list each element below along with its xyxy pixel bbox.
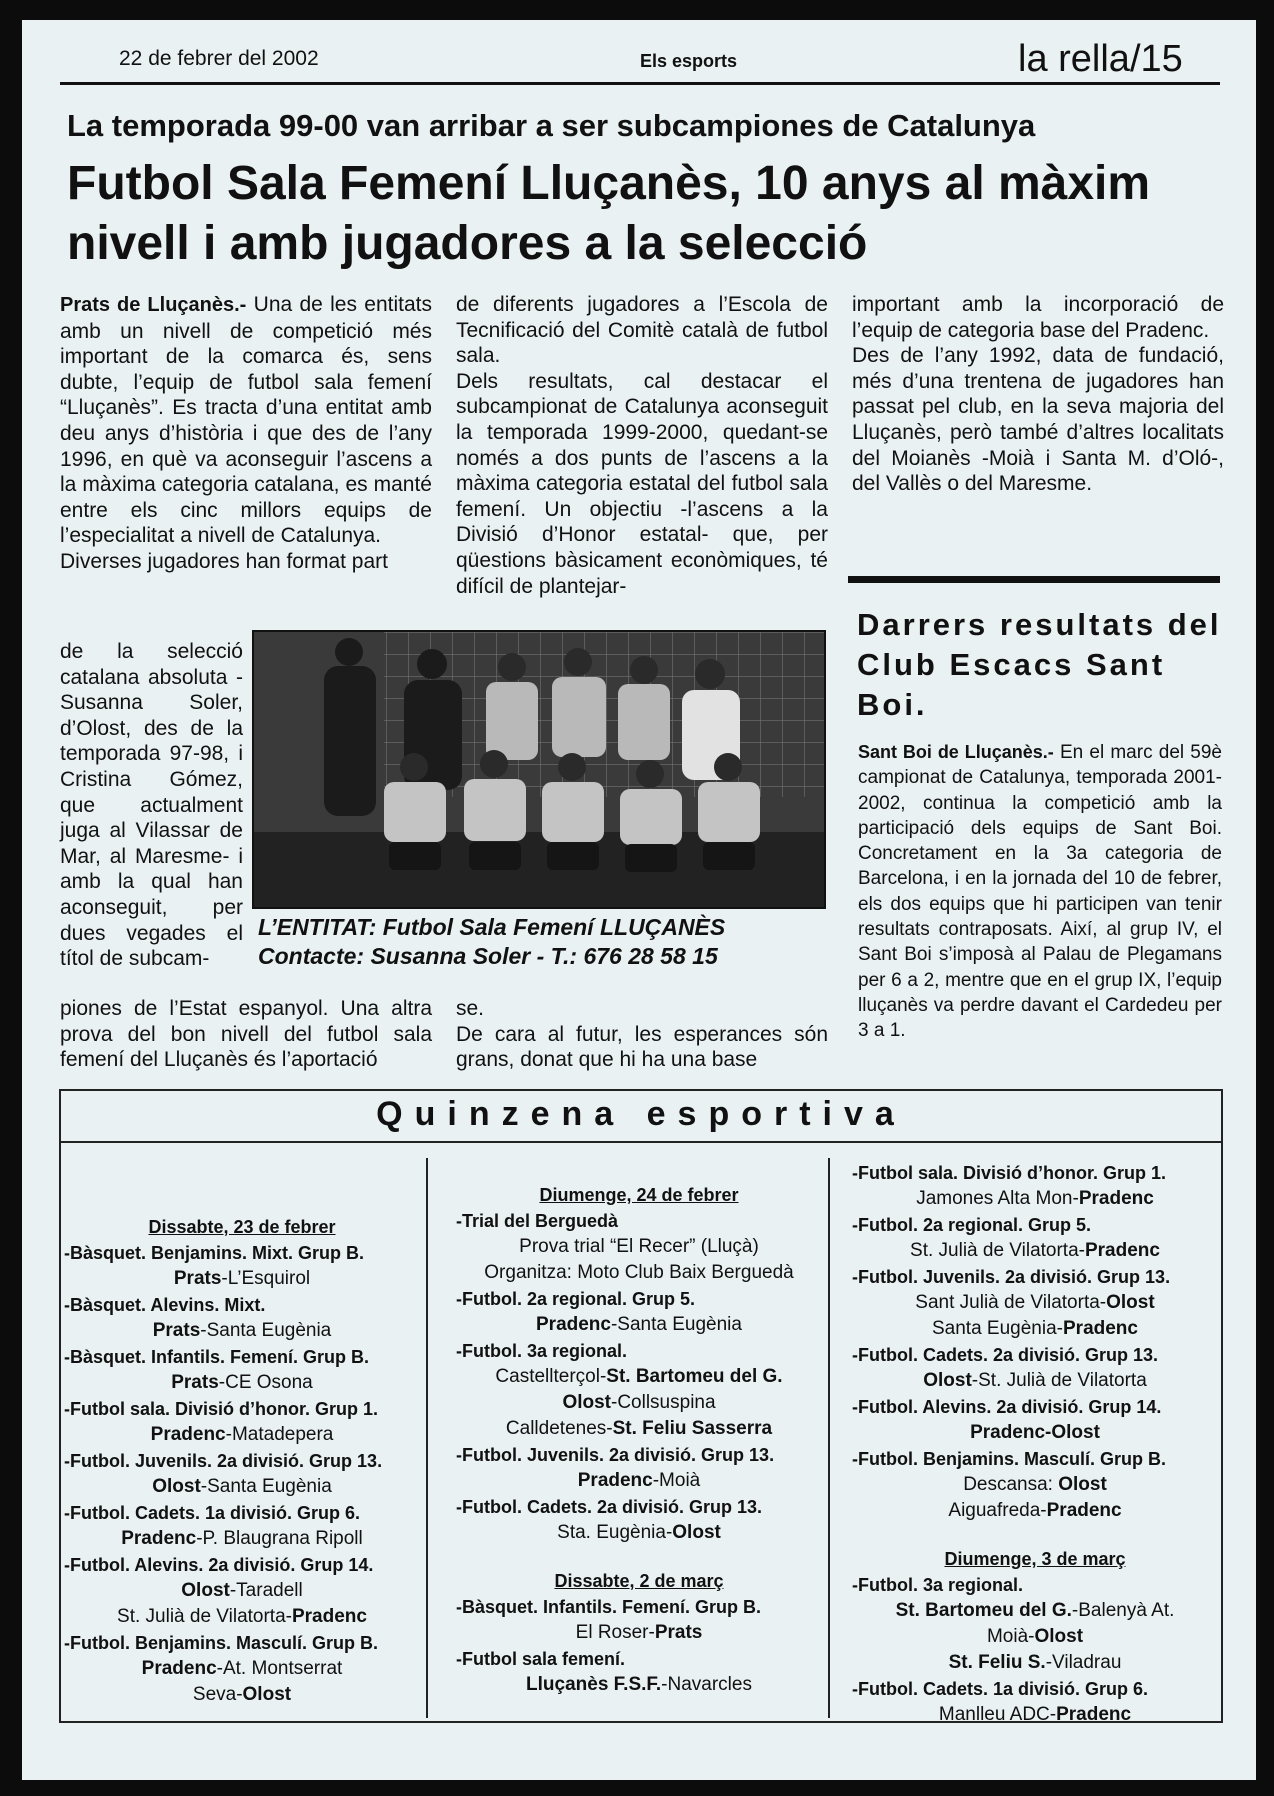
match-team-highlight: Prats [171,1372,219,1393]
event-match [456,1312,822,1338]
match-team-highlight: St. Bartomeu del G. [606,1366,783,1387]
event-match [64,1266,420,1292]
match-team-highlight: Olost [181,1580,230,1601]
match-text: -St. Julià de Vilatorta [971,1370,1147,1391]
match-text: -Santa Eugènia [200,1320,332,1341]
article-col1-line: Diverses jugadores han format part [60,549,388,573]
event-match [64,1474,420,1500]
event-match [456,1520,822,1546]
sidebar-body [858,740,1222,1044]
spacer [64,1176,420,1192]
event-category: -Futbol. 3a regional. [456,1341,628,1361]
match-text: -Matadepera [225,1424,334,1445]
match-text: -Santa Eugènia [610,1314,742,1335]
article-col3-text2: Des de l’any 1992, data de fundació, més d’una trentena de jugadores han passat pel club, en la seva majoria del Lluçanès, però també d’altres localitats del Moianès -Moià i Santa M. d’Oló-, del Vallès o del Maresme. [852,344,1224,496]
match-text: Castellterçol- [495,1366,607,1387]
sidebar-text: En el marc del 59è campionat de Catalunya, temporada 2001-2002, continua la competició amb la participació dels equips de Sant Boi. Concretament en la 3a categoria de Barcelona, i en la jornada del 10 de febrer, els dos equips que hi participen van tenir resultats contraposats. Així, al grup IV, el Sant Boi s’imposà al Palau de Plegamans per 6 a 2, mentre que en el grup IX, l’equip lluçanès va perdre davant el Cardedeu per 3 a 1. [858,742,1222,1042]
event-match [852,1498,1218,1524]
quinzena-title: Quinzena esportiva [59,1089,1223,1143]
match-team-highlight: Pradenc [150,1424,226,1445]
event-category: -Futbol. Benjamins. Masculí. Grup B. [64,1633,379,1653]
match-team-highlight: Pradenc [536,1314,611,1335]
match-text: Seva- [192,1684,243,1705]
match-text: -Viladrau [1045,1652,1122,1673]
spacer [456,1546,822,1562]
event-date-heading: Diumenge, 24 de febrer [539,1185,739,1205]
spacer [64,1160,420,1176]
event-match [64,1578,420,1604]
match-text: Moià- [986,1626,1035,1647]
spacer [64,1192,420,1208]
event-category: -Futbol. Cadets. 2a divisió. Grup 13. [456,1497,763,1517]
match-team-highlight: St. Bartomeu del G. [895,1600,1072,1621]
sidebar-rule [848,576,1220,583]
match-team-highlight: Pradenc [1056,1704,1132,1725]
match-text: -Moià [652,1470,701,1491]
sidebar-title: Darrers resultats del Club Escacs Sant Boi. [857,607,1222,722]
event-match [456,1620,822,1646]
caption-entity: L’ENTITAT: Futbol Sala Femení LLUÇANÈS [258,914,726,940]
spacer [852,1524,1218,1540]
article-col1-text: Una de les entitats amb un nivell de competició més important de la comarca és, sens dubte, l’equip de futbol sala femení “Lluçanès”. Es tracta d’una entitat amb deu anys d’història i que des de l’any 1996, en què va aconseguir l’ascens a la màxima categoria catalana, es manté entre els cinc millors equips de l’especialitat a nivell de Catalunya. [60,293,432,548]
event-match [852,1368,1218,1394]
event-category: -Futbol sala. Divisió d’honor. Grup 1. [64,1399,379,1419]
photo-caption [258,913,838,971]
event-category: -Bàsquet. Alevins. Mixt. [64,1295,266,1315]
match-team-highlight: Pradenc [1078,1188,1154,1209]
article-column-2 [456,292,828,599]
event-match [852,1420,1218,1446]
article-col2-text2: Dels resultats, cal destacar el subcampionat de Catalunya aconseguit la temporada 1999-2000, quedant-se només a dos punts de l’ascens a la màxima categoria estatal del futbol sala femení. Un objectiu -l’ascens a la Divisió d’Honor estatal- que, per qüestions bàsicament econòmiques, té difícil de plantejar- [456,369,828,598]
team-photo [252,630,826,909]
event-category: -Trial del Berguedà [456,1211,619,1231]
match-text: Descansa: [963,1474,1059,1495]
match-text: Organitza: Moto Club Baix Berguedà [484,1262,794,1283]
article-column-1-bottom: piones de l’Estat espanyol. Una altra prova del bon nivell del futbol sala femení del Lluçanès és l’aportació [60,997,432,1072]
event-category: -Bàsquet. Infantils. Femení. Grup B. [456,1597,762,1617]
match-text: -Balenyà At. [1071,1600,1175,1621]
event-match [456,1260,822,1286]
match-team-highlight: Prats [152,1320,201,1341]
match-text: -P. Blaugrana Ripoll [196,1528,363,1549]
event-category: -Futbol. Cadets. 1a divisió. Grup 6. [852,1679,1149,1699]
article-col2-text: de diferents jugadores a l’Escola de Tecnificació del Comitè català de futbol sala. [456,293,828,368]
match-team-highlight: Olost [672,1522,721,1543]
match-team-highlight: Prats [173,1268,222,1289]
event-match [852,1702,1218,1728]
match-team-highlight: Prats [654,1622,703,1643]
event-match [64,1422,420,1448]
match-team-highlight: Olost [1106,1292,1155,1313]
event-match [852,1624,1218,1650]
match-team-highlight: Lluçanès F.S.F. [526,1674,662,1695]
match-text: -Taradell [229,1580,303,1601]
event-match [852,1186,1218,1212]
match-text: Santa Eugènia- [932,1318,1063,1339]
event-match [456,1416,822,1442]
match-text: -Collsuspina [611,1392,716,1413]
event-match [852,1316,1218,1342]
event-date-heading: Diumenge, 3 de març [944,1549,1126,1569]
match-team-highlight: Olost [152,1476,201,1497]
article-col3-text: important amb la incorporació de l’equip de categoria base del Pradenc. [852,293,1224,342]
article-column-1 [60,292,432,575]
article-column-1-narrow: de la selecció catalana absoluta - Susanna Soler, d’Olost, des de la temporada 97-98, i Cristina Gómez, que actualment juga al Vilassar de Mar, al Maresme- i amb la qual han aconseguit, per dues vegades el títol de subcam- [60,640,243,971]
match-team-highlight: Olost [1058,1474,1107,1495]
quinzena-column-1 [64,1160,420,1708]
event-match [852,1290,1218,1316]
article-col2-bottom-b: De cara al futur, les esperances són grans, donat que hi ha una base [456,1022,828,1072]
match-text: Jamones Alta Mon- [916,1188,1079,1209]
event-match [852,1238,1218,1264]
event-category: -Futbol. Juvenils. 2a divisió. Grup 13. [64,1451,383,1471]
team-photo-image [254,632,824,907]
article-col2-bottom-a: se. [456,997,485,1020]
event-date-heading: Dissabte, 23 de febrer [148,1217,336,1237]
event-match [64,1370,420,1396]
newspaper-page [22,20,1256,1780]
article-kicker: La temporada 99-00 van arribar a ser subcampiones de Catalunya [67,108,1036,143]
match-text: El Roser- [575,1622,655,1643]
event-date-heading: Dissabte, 2 de març [554,1571,724,1591]
match-team-highlight: St. Feliu Sasserra [612,1418,773,1439]
event-category: -Futbol. Alevins. 2a divisió. Grup 14. [64,1555,374,1575]
spacer [456,1160,822,1176]
match-team-highlight: Pradenc [141,1658,217,1679]
event-match [456,1390,822,1416]
event-category: -Futbol. Benjamins. Masculí. Grup B. [852,1449,1167,1469]
match-text: St. Julià de Vilatorta- [910,1240,1085,1261]
match-team-highlight: Pradenc-Olost [970,1422,1100,1443]
article-column-3 [852,292,1224,497]
event-match [456,1234,822,1260]
match-text: Manlleu ADC- [938,1704,1057,1725]
header-rule [60,82,1220,85]
match-text: -At. Montserrat [216,1658,343,1679]
event-match [64,1656,420,1682]
event-match [64,1526,420,1552]
event-category: -Futbol. 2a regional. Grup 5. [456,1289,696,1309]
event-category: -Futbol. 2a regional. Grup 5. [852,1215,1092,1235]
event-match [456,1672,822,1698]
quinzena-column-2 [456,1160,822,1698]
event-match [852,1472,1218,1498]
match-team-highlight: Olost [1034,1626,1084,1647]
event-match [64,1682,420,1708]
quinzena-divider-1 [426,1158,428,1718]
caption-contact: Contacte: Susanna Soler - T.: 676 28 58 15 [258,943,718,969]
match-text: Prova trial “El Recer” (Lluçà) [519,1236,759,1257]
match-team-highlight: Pradenc [1063,1318,1138,1339]
article-title: Futbol Sala Femení Lluçanès, 10 anys al màxim nivell i amb jugadores a la selecció [67,157,1151,270]
quinzena-column-3 [852,1160,1218,1728]
match-text: Sta. Eugènia- [557,1522,673,1543]
match-text: -L’Esquirol [221,1268,311,1289]
match-text: St. Julià de Vilatorta- [117,1606,292,1627]
article-column-2-bottom [456,996,828,1073]
event-match [456,1364,822,1390]
event-category: -Futbol. Cadets. 1a divisió. Grup 6. [64,1503,361,1523]
section-name: Els esports [640,51,738,71]
match-text: -Santa Eugènia [200,1476,332,1497]
event-category: -Futbol. Cadets. 2a divisió. Grup 13. [852,1345,1159,1365]
event-match [852,1598,1218,1624]
match-team-highlight: Olost [562,1392,611,1413]
event-category: -Futbol. Juvenils. 2a divisió. Grup 13. [852,1267,1171,1287]
match-team-highlight: Olost [242,1684,292,1705]
article-lead: Prats de Lluçanès.- [60,294,247,316]
event-category: -Futbol. 3a regional. [852,1575,1024,1595]
event-category: -Futbol. Alevins. 2a divisió. Grup 14. [852,1397,1162,1417]
match-team-highlight: Olost [923,1370,972,1391]
match-text: Aiguafreda- [948,1500,1047,1521]
match-team-highlight: Pradenc [121,1528,197,1549]
event-category: -Bàsquet. Benjamins. Mixt. Grup B. [64,1243,365,1263]
match-text: Calldetenes- [505,1418,613,1439]
match-team-highlight: Pradenc [1046,1500,1122,1521]
match-team-highlight: Pradenc [577,1470,653,1491]
event-match [64,1604,420,1630]
publication-page-number: la rella/15 [1018,38,1183,80]
match-text: Sant Julià de Vilatorta- [915,1292,1107,1313]
event-category: -Futbol. Juvenils. 2a divisió. Grup 13. [456,1445,775,1465]
issue-date: 22 de febrer del 2002 [119,47,319,70]
match-text: -Navarcles [661,1674,752,1695]
event-match [852,1650,1218,1676]
event-category: -Futbol sala femení. [456,1649,626,1669]
event-match [456,1468,822,1494]
quinzena-divider-2 [828,1158,830,1718]
match-team-highlight: St. Feliu S. [948,1652,1046,1673]
match-team-highlight: Pradenc [1084,1240,1160,1261]
event-category: -Futbol sala. Divisió d’honor. Grup 1. [852,1163,1167,1183]
event-match [64,1318,420,1344]
sidebar-lead: Sant Boi de Lluçanès.- [858,742,1054,762]
event-category: -Bàsquet. Infantils. Femení. Grup B. [64,1347,370,1367]
match-text: -CE Osona [218,1372,313,1393]
match-team-highlight: Pradenc [291,1606,367,1627]
